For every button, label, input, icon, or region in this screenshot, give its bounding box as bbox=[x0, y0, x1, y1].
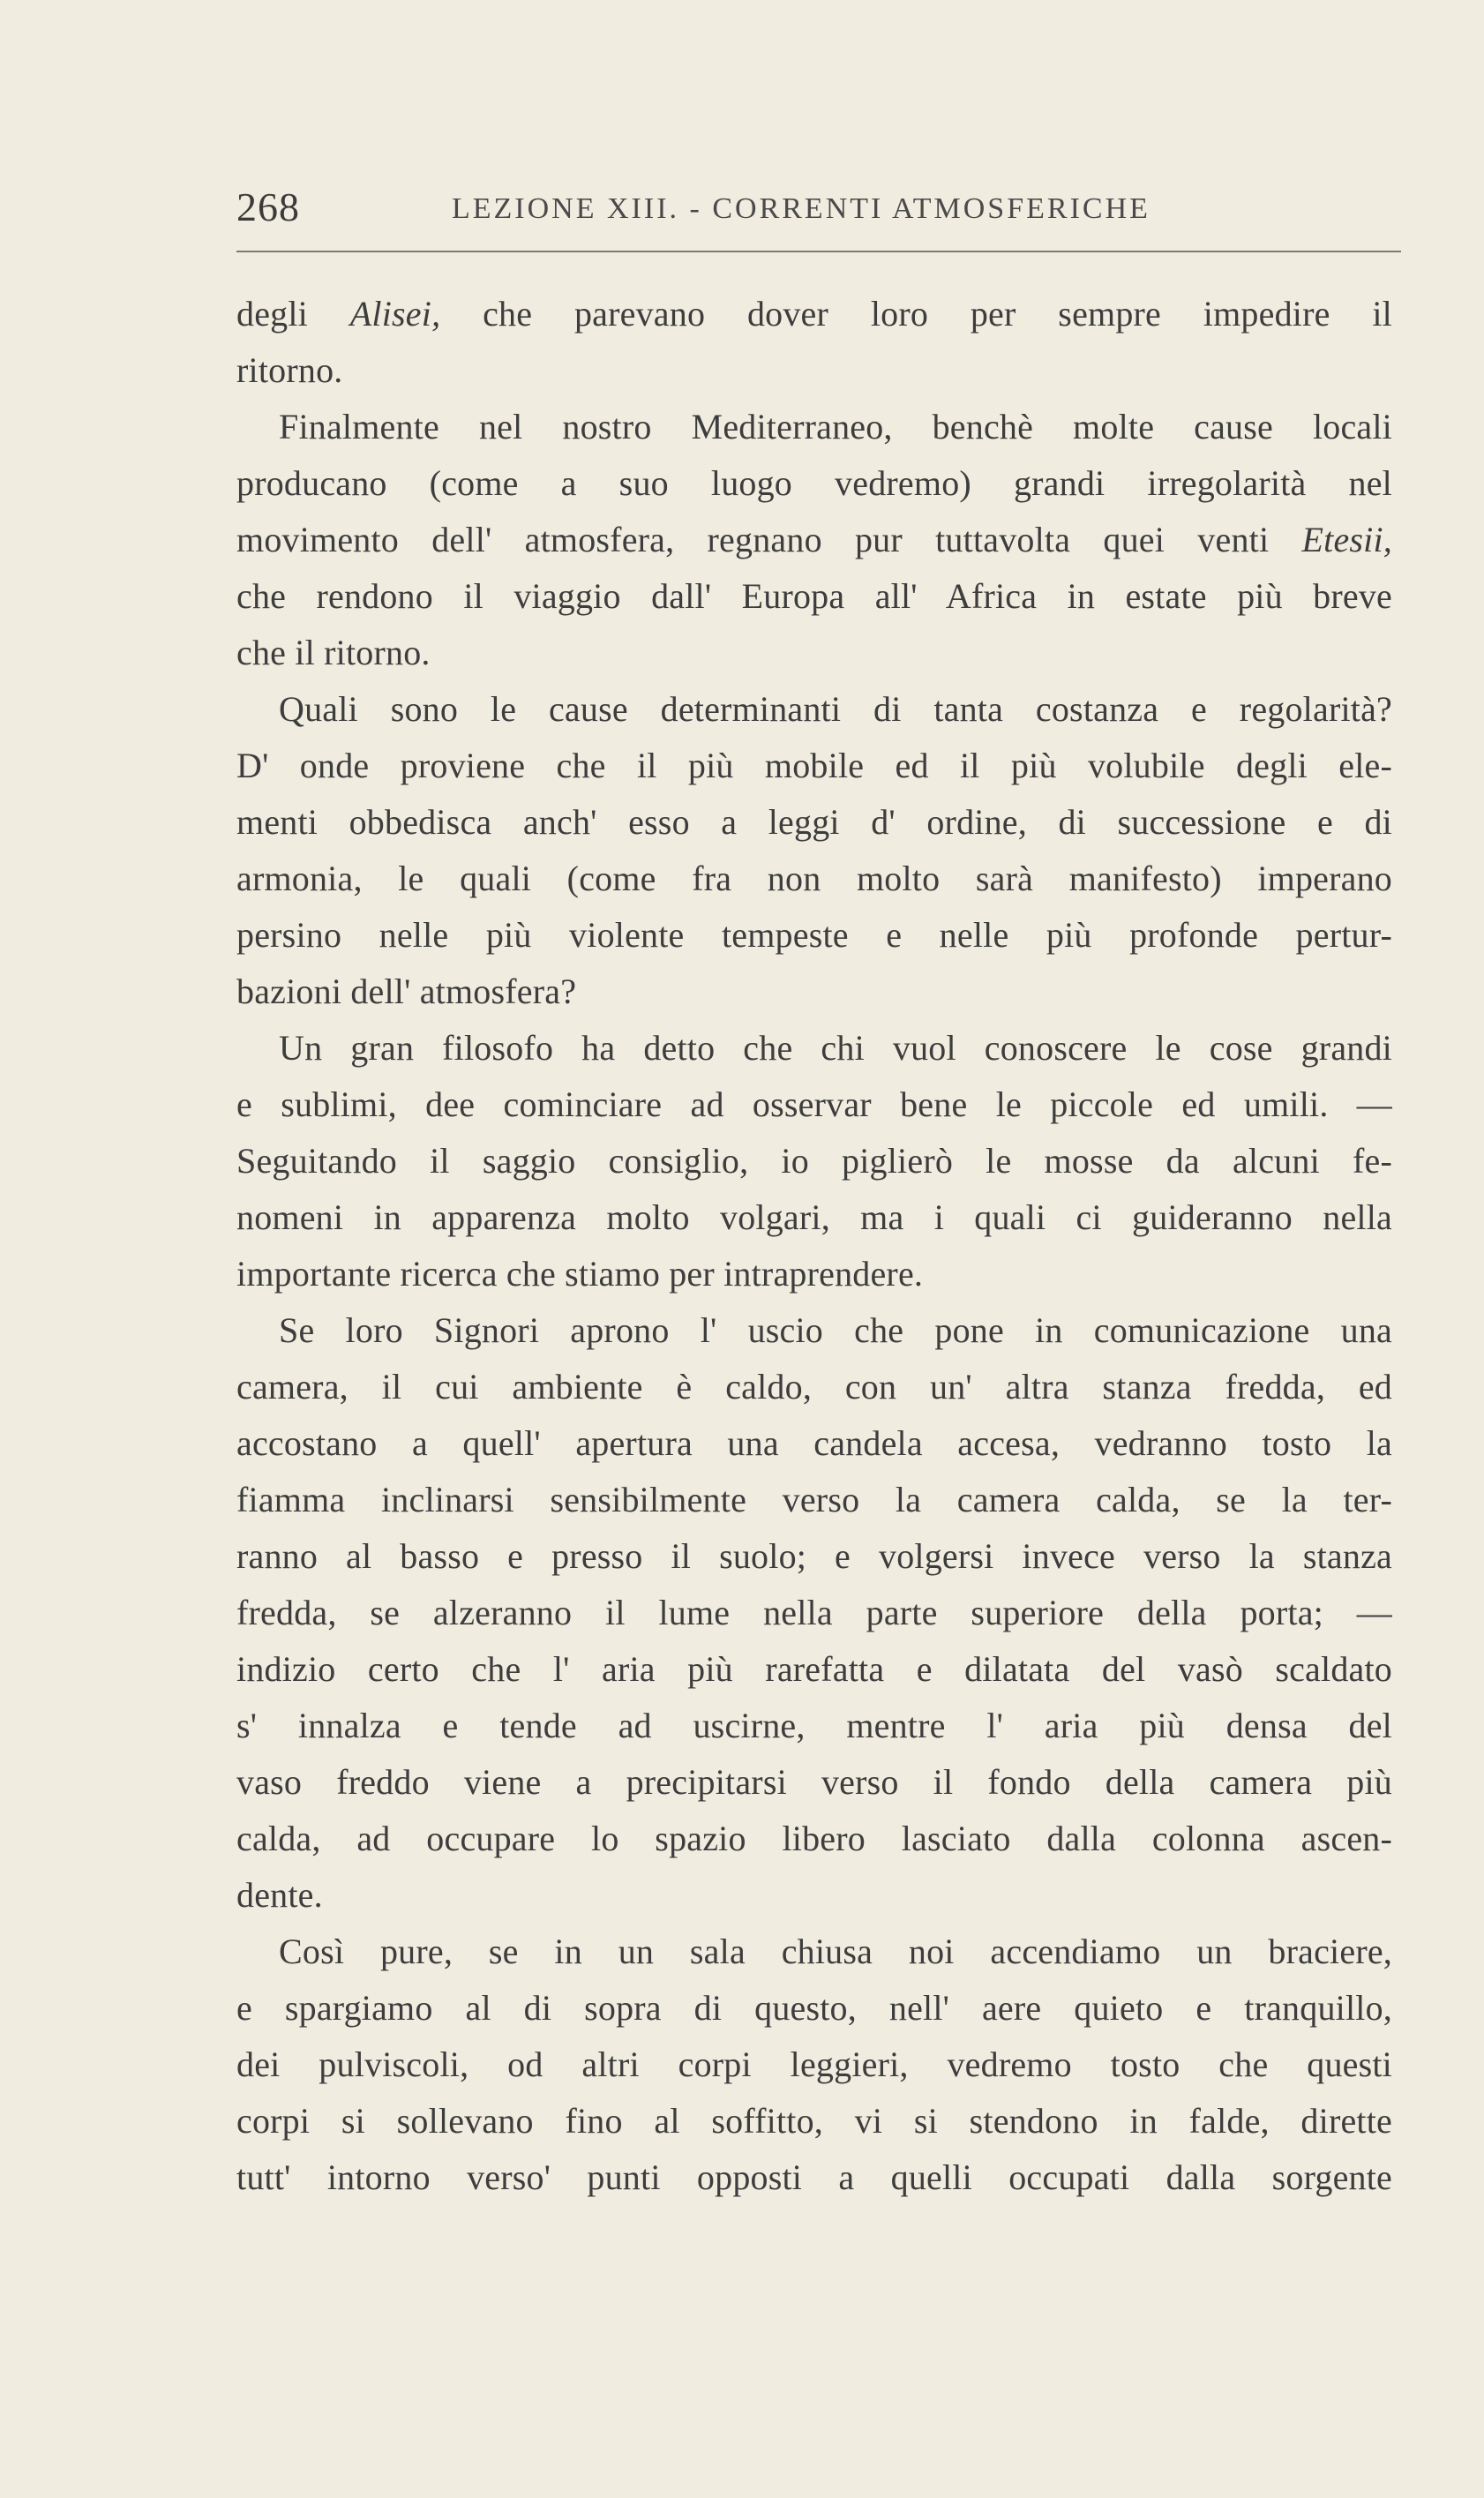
text-line: producano (come a suo luogo vedremo) grandi irregolarità nel bbox=[236, 463, 1392, 503]
text-line: tutt' intorno verso' punti opposti a quelli occupati dalla sorgente bbox=[236, 2157, 1392, 2197]
text-line: e sublimi, dee cominciare ad osservar bene le piccole ed umili. — bbox=[236, 1084, 1392, 1124]
text-line: dente. bbox=[236, 1875, 323, 1915]
text-line: degli Alisei, che parevano dover loro per sempre impedire il bbox=[236, 294, 1392, 334]
text-line: vaso freddo viene a precipitarsi verso il fondo della camera più bbox=[236, 1762, 1392, 1802]
text-line: Finalmente nel nostro Mediterraneo, benchè molte cause locali bbox=[279, 407, 1392, 446]
text-line: dei pulviscoli, od altri corpi leggieri, vedremo tosto che questi bbox=[236, 2044, 1392, 2084]
text-line: menti obbedisca anch' esso a leggi d' ordine, di successione e di bbox=[236, 802, 1392, 842]
text-line: persino nelle più violente tempeste e nelle più profonde pertur- bbox=[236, 915, 1392, 955]
running-head bbox=[236, 176, 1401, 238]
text-line: indizio certo che l' aria più rarefatta e dilatata del vasò scaldato bbox=[236, 1649, 1392, 1689]
text-line: fredda, se alzeranno il lume nella parte superiore della porta; — bbox=[236, 1593, 1392, 1632]
text-line: movimento dell' atmosfera, regnano pur tuttavolta quei venti Etesii, bbox=[236, 520, 1392, 559]
running-title: LEZIONE XIII. - CORRENTI ATMOSFERICHE bbox=[452, 192, 1150, 225]
text-line: Se loro Signori aprono l' uscio che pone in comunicazione una bbox=[279, 1310, 1392, 1350]
body-text bbox=[236, 286, 1392, 2206]
text-line: ritorno. bbox=[236, 350, 343, 390]
text-line: Quali sono le cause determinanti di tanta costanza e regolarità? bbox=[279, 689, 1392, 729]
text-line: calda, ad occupare lo spazio libero lasciato dalla colonna ascen- bbox=[236, 1819, 1392, 1858]
text-line: fiamma inclinarsi sensibilmente verso la camera calda, se la ter- bbox=[236, 1480, 1392, 1519]
text-line: che il ritorno. bbox=[236, 633, 431, 672]
text-line: armonia, le quali (come fra non molto sarà manifesto) imperano bbox=[236, 859, 1392, 898]
text-line: D' onde proviene che il più mobile ed il più volubile degli ele- bbox=[236, 746, 1392, 785]
text-line: e spargiamo al di sopra di questo, nell' aere quieto e tranquillo, bbox=[236, 1988, 1392, 2028]
page-number: 268 bbox=[236, 184, 300, 229]
text-line: corpi si sollevano fino al soffitto, vi si stendono in falde, dirette bbox=[236, 2101, 1392, 2141]
text-line: Così pure, se in un sala chiusa noi accendiamo un braciere, bbox=[279, 1932, 1392, 1971]
text-line: nomeni in apparenza molto volgari, ma i quali ci guideranno nella bbox=[236, 1197, 1392, 1237]
text-line: che rendono il viaggio dall' Europa all' Africa in estate più breve bbox=[236, 576, 1392, 616]
italic-term: Alisei, bbox=[349, 294, 441, 334]
text-line: camera, il cui ambiente è caldo, con un' altra stanza fredda, ed bbox=[236, 1367, 1392, 1407]
text-line: Seguitando il saggio consiglio, io piglierò le mosse da alcuni fe- bbox=[236, 1141, 1392, 1181]
text-line: Un gran filosofo ha detto che chi vuol conoscere le cose grandi bbox=[279, 1028, 1392, 1068]
text-line: accostano a quell' apertura una candela accesa, vedranno tosto la bbox=[236, 1423, 1392, 1463]
text-line: s' innalza e tende ad uscirne, mentre l' aria più densa del bbox=[236, 1706, 1392, 1745]
text-line: importante ricerca che stiamo per intraprendere. bbox=[236, 1254, 924, 1294]
italic-term: Etesii, bbox=[1301, 520, 1392, 559]
header-rule bbox=[236, 251, 1401, 252]
text-line: bazioni dell' atmosfera? bbox=[236, 971, 577, 1011]
text-line: ranno al basso e presso il suolo; e volgersi invece verso la stanza bbox=[236, 1536, 1392, 1576]
